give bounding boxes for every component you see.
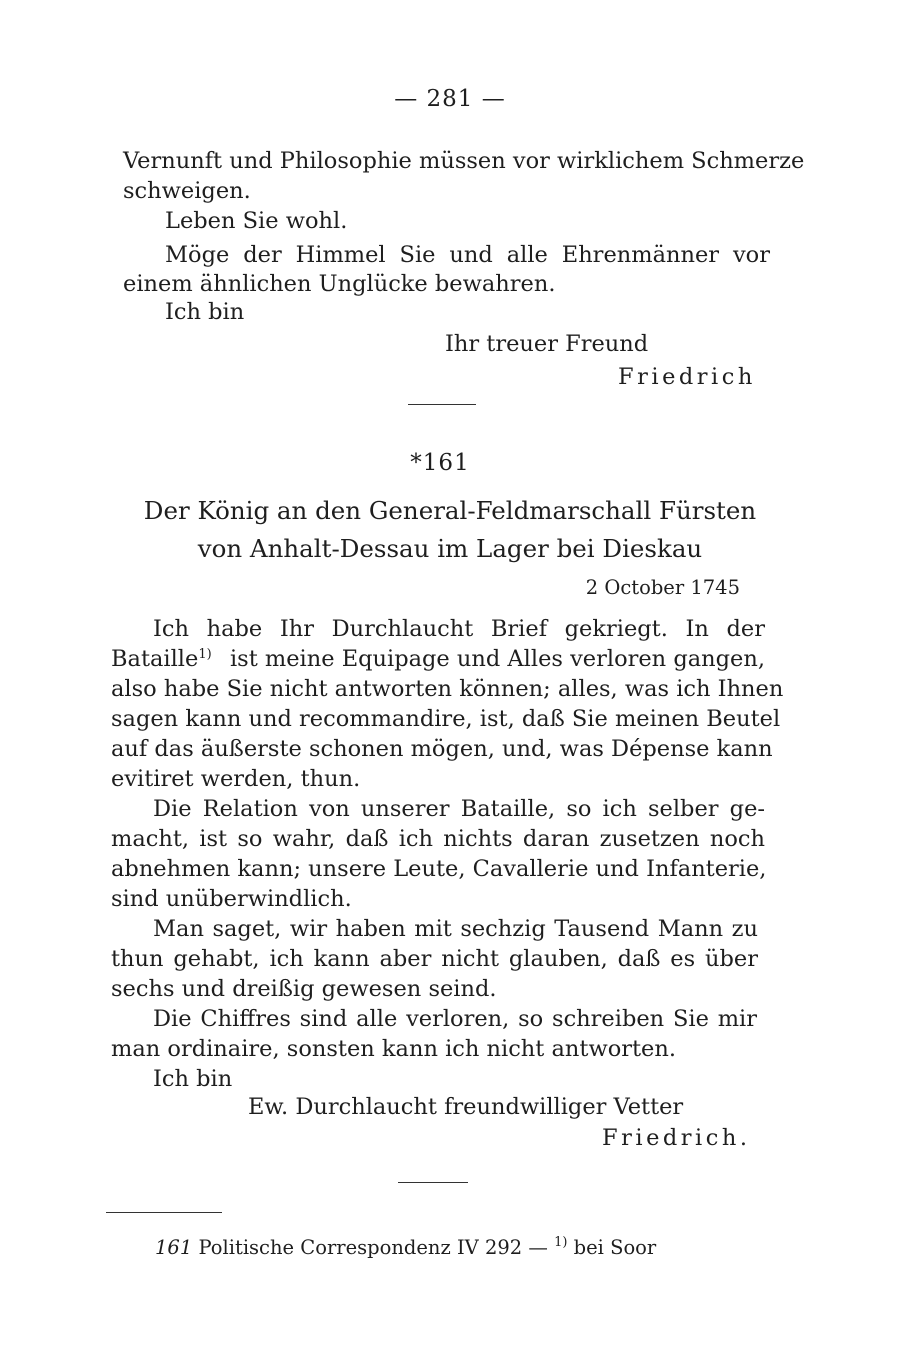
text-line: Vernunft und Philosophie müssen vor wirklichem Schmerze xyxy=(123,148,805,174)
footnote-text: Politische Correspondenz IV 292 — xyxy=(198,1236,548,1259)
signature: Friedrich xyxy=(618,364,756,390)
text-line: Man saget, wir haben mit sechzig Tausend Mann zu xyxy=(153,916,758,942)
signature: Friedrich. xyxy=(602,1125,751,1151)
separator-rule xyxy=(408,404,476,405)
footnote-marker: 1) xyxy=(198,647,212,662)
text-line: schweigen. xyxy=(123,178,251,204)
page-number: — 281 — xyxy=(394,86,506,112)
footnote xyxy=(155,1236,656,1259)
text-line: sagen kann und recommandire, ist, daß Sie meinen Beutel xyxy=(111,706,781,732)
letter-number: *161 xyxy=(410,450,470,476)
footnote-number: 161 xyxy=(155,1236,193,1259)
text-line: abnehmen kann; unsere Leute, Cavallerie und Infanterie, xyxy=(111,856,767,882)
text-line: Möge der Himmel Sie und alle Ehrenmänner vor xyxy=(165,242,770,268)
text-line: Die Relation von unserer Bataille, so ich selber ge- xyxy=(153,796,765,822)
closing-line: Ew. Durchlaucht freundwilliger Vetter xyxy=(248,1094,684,1120)
separator-rule xyxy=(398,1182,468,1183)
text-fragment: ist meine Equipage und Alles verloren gangen, xyxy=(229,646,765,672)
text-line: einem ähnlichen Unglücke bewahren. xyxy=(123,271,556,297)
closing-line: Ihr treuer Freund xyxy=(445,331,649,357)
text-line: Die Chiffres sind alle verloren, so schreiben Sie mir xyxy=(153,1006,757,1032)
text-line xyxy=(111,644,765,674)
text-line: auf das äußerste schonen mögen, und, was Dépense kann xyxy=(111,736,773,762)
text-line: thun gehabt, ich kann aber nicht glauben, daß es über xyxy=(111,946,758,972)
text-line: sind unüberwindlich. xyxy=(111,886,352,912)
text-line: man ordinaire, sonsten kann ich nicht antworten. xyxy=(111,1036,677,1062)
text-line: Leben Sie wohl. xyxy=(165,208,348,234)
letter-heading-line-1: Der König an den General-Feldmarschall Fürsten xyxy=(143,496,757,525)
footnote-note: bei Soor xyxy=(573,1236,657,1259)
text-line: sechs und dreißig gewesen seind. xyxy=(111,976,497,1002)
text-line: Ich bin xyxy=(165,299,245,325)
letter-heading-line-2: von Anhalt-Dessau im Lager bei Dieskau xyxy=(197,534,703,563)
text-line: evitiret werden, thun. xyxy=(111,766,361,792)
footnote-marker: 1) xyxy=(554,1235,568,1250)
text-line: Ich bin xyxy=(153,1066,233,1092)
text-line: Ich habe Ihr Durchlaucht Brief gekriegt. In der xyxy=(153,616,765,642)
text-fragment: Bataille xyxy=(111,646,199,672)
text-line: also habe Sie nicht antworten können; alles, was ich Ihnen xyxy=(111,676,784,702)
text-line: macht, ist so wahr, daß ich nichts daran zusetzen noch xyxy=(111,826,765,852)
letter-date: 2 October 1745 xyxy=(585,576,740,599)
footnote-rule xyxy=(106,1212,222,1213)
